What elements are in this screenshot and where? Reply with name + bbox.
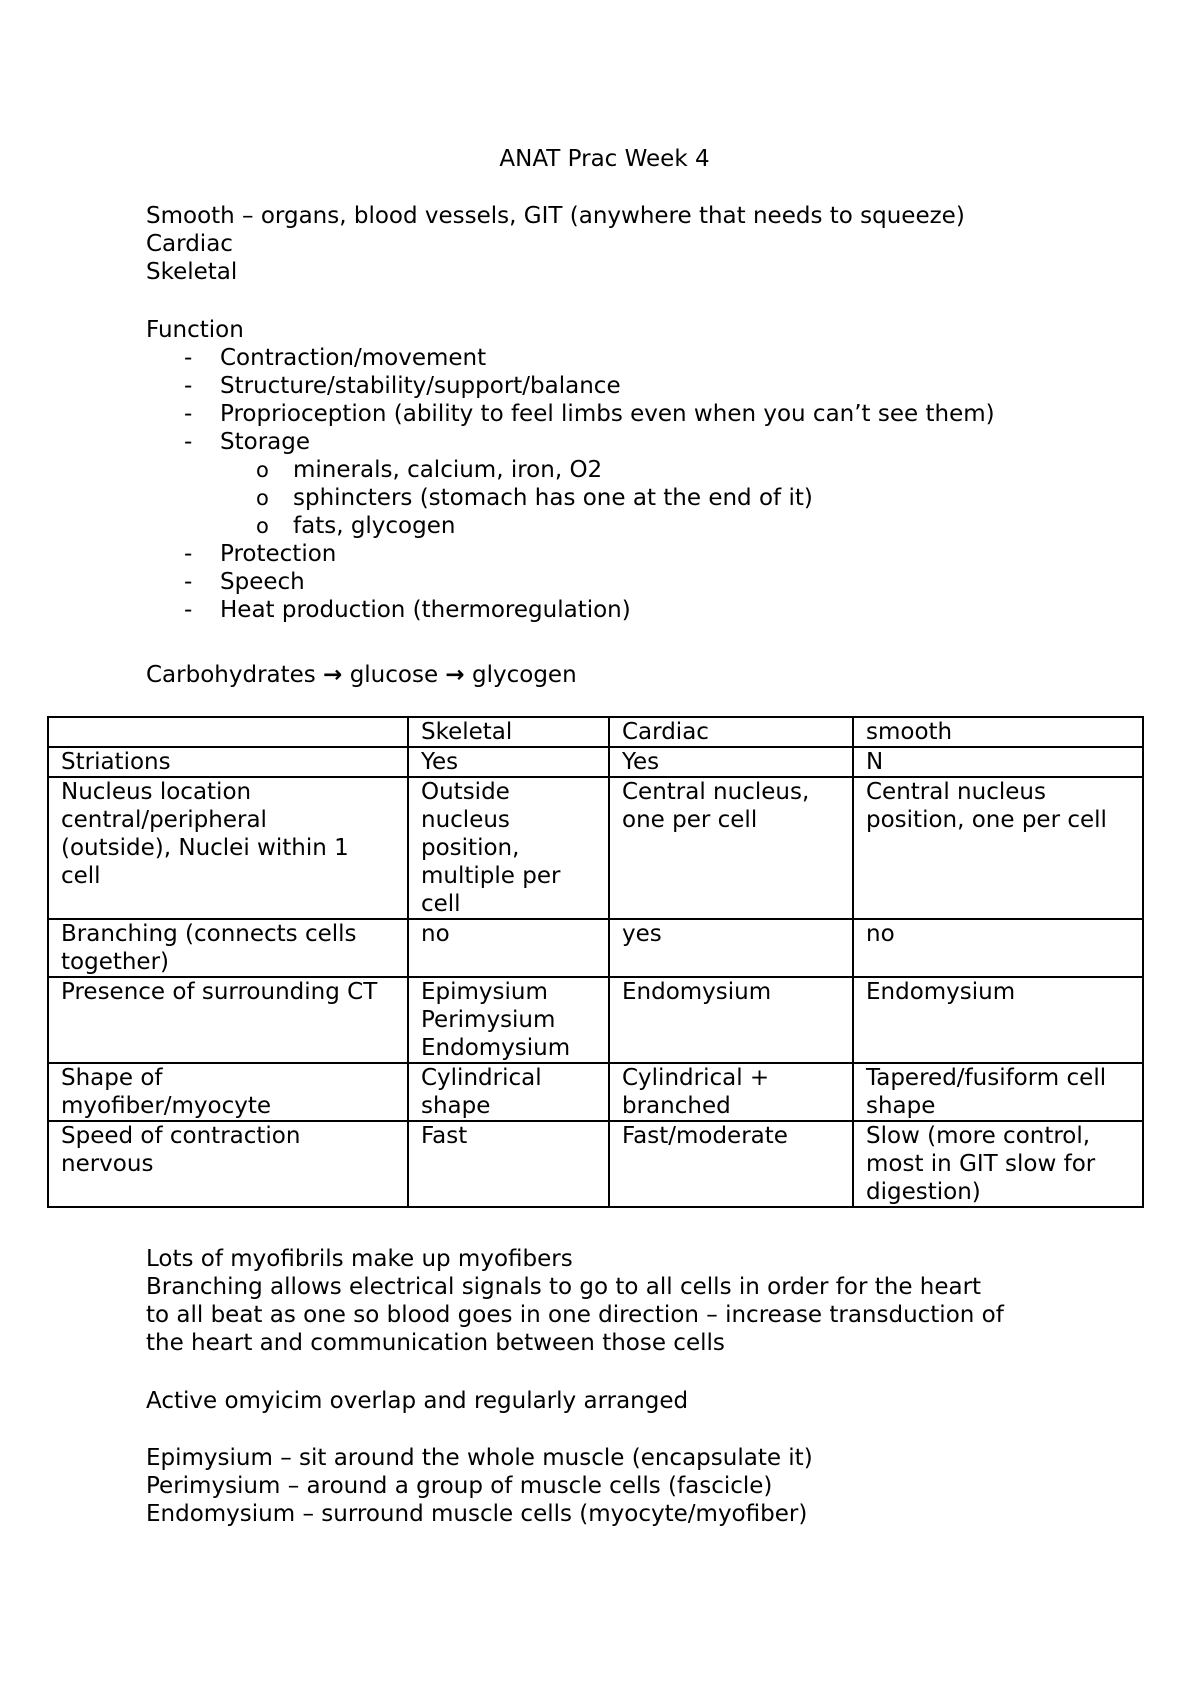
table-cell [609,777,853,919]
cell-text: Perimysium [421,1007,556,1033]
table-cell [609,919,853,977]
note-line: Perimysium – around a group of muscle cells (fascicle) [146,1473,773,1499]
dash-bullet: - [184,373,193,399]
arrow-right-icon: → [445,662,465,688]
note-line: Active omyicim overlap and regularly arranged [146,1388,689,1414]
cell-text: digestion) [866,1179,981,1205]
dash-bullet: - [184,569,193,595]
cell-text: Nucleus location [61,779,252,805]
cell-text: Yes [622,749,660,775]
cell-text: shape [421,1093,491,1119]
table-cell [853,1121,1143,1207]
table-cell [853,1063,1143,1121]
function-item: - Contraction/movement [184,345,487,371]
table-row [48,919,1143,977]
storage-sub-item: o fats, glycogen [256,513,456,539]
cell-text: one per cell [622,807,758,833]
circle-bullet: o [256,458,269,482]
table-cell [408,777,609,919]
cell-text: central/peripheral [61,807,267,833]
table-header-cell: smooth [853,717,1143,747]
cell-text: Yes [421,749,459,775]
table-cell [408,747,609,777]
note-line: the heart and communication between those cells [146,1330,725,1356]
table-row [48,747,1143,777]
table-cell [408,1121,609,1207]
cell-text: Central nucleus [866,779,1046,805]
row-label-cell [48,1063,408,1121]
cell-text: Cylindrical [421,1065,542,1091]
table-cell [853,777,1143,919]
cell-text: Striations [61,749,171,775]
function-item: - Structure/stability/support/balance [184,373,621,399]
muscle-type-skeletal: Skeletal [146,259,238,285]
row-label-cell [48,1121,408,1207]
function-section [146,316,995,624]
function-item: - Protection [184,541,337,567]
circle-bullet: o [256,514,269,538]
dash-bullet: - [184,597,193,623]
dash-bullet: - [184,541,193,567]
note-line: Lots of myofibrils make up myofibers [146,1246,573,1272]
cell-text: no [421,921,450,947]
cell-text: N [866,749,884,775]
row-label-cell [48,747,408,777]
cell-text: multiple per [421,863,561,889]
carbohydrate-pathway [146,661,577,689]
table-cell [408,1063,609,1121]
cell-text: (outside), Nuclei within 1 [61,835,349,861]
table-cell [853,747,1143,777]
cell-text: Endomysium [421,1035,571,1061]
row-label-cell [48,919,408,977]
glucose-term: glucose [349,662,439,688]
carb-term: Carbohydrates [146,662,316,688]
cell-text: Endomysium [866,979,1016,1005]
table-cell [853,919,1143,977]
notes-myofibrils [146,1245,1004,1357]
circle-bullet: o [256,486,269,510]
cell-text: branched [622,1093,731,1119]
cell-text: Branching (connects cells [61,921,357,947]
cell-text: position, [421,835,520,861]
page-title: ANAT Prac Week 4 [499,146,710,172]
table-cell [408,919,609,977]
cell-text: Presence of surrounding CT [61,979,378,1005]
note-line: Endomysium – surround muscle cells (myocyte/myofiber) [146,1501,808,1527]
note-line: Epimysium – sit around the whole muscle (encapsulate it) [146,1445,813,1471]
cell-text: Outside [421,779,510,805]
notes-overlap [146,1387,688,1415]
table-cell [408,977,609,1063]
muscle-type-cardiac: Cardiac [146,231,233,257]
cell-text: Speed of contraction [61,1123,301,1149]
function-item: - Storage [184,429,310,455]
note-line: to all beat as one so blood goes in one direction – increase transduction of [146,1302,1004,1328]
dash-bullet: - [184,429,193,455]
cell-text: most in GIT slow for [866,1151,1096,1177]
table-cell [609,747,853,777]
cell-text: cell [61,863,101,889]
cell-text: Tapered/fusiform cell [866,1065,1107,1091]
cell-text: Fast/moderate [622,1123,788,1149]
cell-text: Endomysium [622,979,772,1005]
cell-text: yes [622,921,662,947]
function-item: - Speech [184,569,305,595]
cell-text: position, one per cell [866,807,1107,833]
table-row [48,1063,1143,1121]
dash-bullet: - [184,345,193,371]
storage-sub-item: o minerals, calcium, iron, O2 [256,457,603,483]
storage-sub-item: o sphincters (stomach has one at the end of it) [256,485,813,511]
table-cell [609,1121,853,1207]
notes-connective-tissue [146,1444,813,1528]
table-row [48,977,1143,1063]
arrow-right-icon: → [323,662,343,688]
cell-text: cell [421,891,461,917]
table-header-cell [48,717,408,747]
glycogen-term: glycogen [472,662,577,688]
note-line: Branching allows electrical signals to go to all cells in order for the heart [146,1274,982,1300]
cell-text: Shape of [61,1065,163,1091]
table-header-row [48,717,1143,747]
row-label-cell [48,977,408,1063]
table-header-cell: Skeletal [408,717,609,747]
row-label-cell [48,777,408,919]
table-cell [853,977,1143,1063]
table-header-cell: Cardiac [609,717,853,747]
cell-text: nucleus [421,807,510,833]
cell-text: no [866,921,895,947]
cell-text: Central nucleus, [622,779,810,805]
table-cell [609,1063,853,1121]
cell-text: together) [61,949,170,975]
cell-text: Fast [421,1123,468,1149]
table-cell [609,977,853,1063]
table-row [48,777,1143,919]
muscle-type-smooth: Smooth – organs, blood vessels, GIT (anywhere that needs to squeeze) [146,203,965,229]
cell-text: nervous [61,1151,154,1177]
dash-bullet: - [184,401,193,427]
table-row [48,1121,1143,1207]
muscle-comparison-table [47,716,1144,1208]
cell-text: shape [866,1093,936,1119]
function-item: - Proprioception (ability to feel limbs even when you can’t see them) [184,401,995,427]
cell-text: Cylindrical + [622,1065,770,1091]
cell-text: Slow (more control, [866,1123,1091,1149]
function-item: - Heat production (thermoregulation) [184,597,631,623]
muscle-types-list [146,202,965,286]
function-heading: Function [146,317,244,343]
cell-text: myofiber/myocyte [61,1093,272,1119]
cell-text: Epimysium [421,979,548,1005]
